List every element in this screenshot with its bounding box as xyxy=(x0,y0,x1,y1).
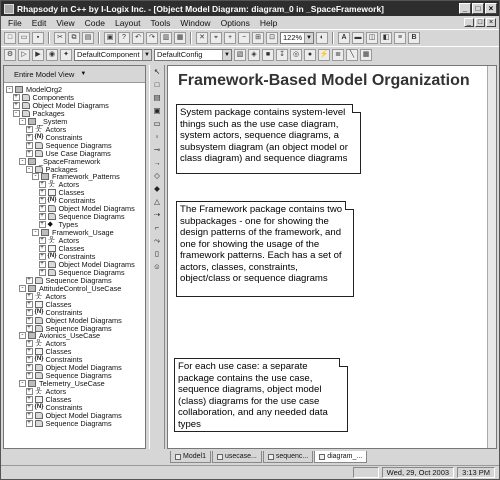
collapse-icon[interactable]: - xyxy=(19,332,26,339)
status-bar xyxy=(1,465,499,479)
flow-tool-icon[interactable]: ⤳ xyxy=(154,236,160,245)
folder-icon xyxy=(35,142,43,149)
build-icon[interactable]: ▧ xyxy=(234,49,246,61)
document-tabs xyxy=(167,451,497,463)
toolbar-separator xyxy=(190,32,192,44)
actor-icon: 웃 xyxy=(48,181,55,189)
tree-item-label: Constraints xyxy=(45,403,83,412)
diagram-icon xyxy=(319,454,325,460)
chevron-down-icon: ▼ xyxy=(222,50,231,60)
expand-icon[interactable]: + xyxy=(27,348,31,355)
actor-tool-icon[interactable]: ☺ xyxy=(153,262,161,271)
undo-zoom-icon[interactable]: ◐ xyxy=(316,32,328,44)
folder-icon xyxy=(35,420,43,427)
tree-item-label: Types xyxy=(58,220,78,230)
expand-icon[interactable]: + xyxy=(40,205,44,212)
tree-item-label: _System xyxy=(39,116,68,126)
model-tree xyxy=(4,83,145,440)
minimize-button[interactable]: _ xyxy=(459,3,471,14)
folder-icon xyxy=(35,372,43,379)
configuration-select[interactable] xyxy=(154,49,232,61)
code-toolbar xyxy=(1,46,499,62)
tree-item-label: Object Model Diagrams xyxy=(45,363,122,373)
title-bar xyxy=(1,1,499,16)
tree-item-label: Object Model Diagrams xyxy=(58,259,135,269)
folder-icon xyxy=(35,277,43,284)
doc-restore-button[interactable]: □ xyxy=(475,18,485,27)
expand-icon[interactable]: + xyxy=(40,197,44,204)
menu-bar xyxy=(1,16,499,29)
expand-icon[interactable]: + xyxy=(27,141,31,148)
expand-icon[interactable]: + xyxy=(27,372,31,379)
zoom-fit-icon[interactable]: ⊞ xyxy=(252,32,264,44)
association-tool-icon[interactable]: ⊸ xyxy=(153,145,161,154)
component-select[interactable] xyxy=(74,49,152,61)
constraint-icon: {N} xyxy=(47,197,57,204)
status-cell xyxy=(353,467,379,478)
port-tool-icon[interactable]: ▫ xyxy=(155,132,159,141)
constraint-icon: {N} xyxy=(34,133,44,140)
tree-item-label: ModelOrg2 xyxy=(26,85,63,94)
delete-icon[interactable]: ✕ xyxy=(196,32,208,44)
breakpoint-icon[interactable]: ● xyxy=(304,49,316,61)
class-icon xyxy=(48,245,56,252)
tab-diagram[interactable] xyxy=(314,451,367,463)
zoom-in-icon[interactable]: + xyxy=(224,32,236,44)
folder-icon xyxy=(22,102,30,109)
note-system-package[interactable]: System package contains system-level things such as the use case diagram, system actors, sequence diagrams, a subsystem diagram (an object model or class diagram) and sequence diagrams xyxy=(176,104,361,174)
expand-icon[interactable]: + xyxy=(27,276,31,283)
locate-icon[interactable]: ⌖ xyxy=(210,32,222,44)
tab-label: usecase... xyxy=(224,453,257,460)
expand-icon[interactable]: + xyxy=(27,404,31,410)
generate-icon[interactable]: ▷ xyxy=(18,49,30,61)
link-tool-icon[interactable]: ⌐ xyxy=(154,223,160,232)
project-icon xyxy=(15,86,23,93)
expand-icon[interactable]: + xyxy=(40,213,44,220)
folder-icon xyxy=(48,269,56,276)
tree-item-label: AttitudeControl_UseCase xyxy=(39,283,122,293)
doc-close-button[interactable]: × xyxy=(486,18,496,27)
collapse-icon[interactable]: - xyxy=(13,110,20,117)
step-icon[interactable]: ↧ xyxy=(276,49,288,61)
note-use-case-packages[interactable]: For each use case: a separate package contains the use case, sequence diagrams, object model (class) diagrams for the use case collaboration, and any needed data types xyxy=(174,358,348,432)
tree-item-label: Actors xyxy=(45,124,67,134)
component-value: DefaultComponent xyxy=(77,49,140,59)
tree-item-label: Telemetry_UseCase xyxy=(39,379,105,389)
note-framework-package[interactable]: The Framework package contains two subpackages - one for showing the design patterns of the framework, and one for showing the usage of the framework patterns. Each has a set of actors, classes, constraints, object/class or sequence diagrams xyxy=(176,201,354,297)
menu-view[interactable]: View xyxy=(56,17,75,28)
folder-icon xyxy=(48,205,56,212)
select-pointer-icon[interactable]: ↖ xyxy=(153,67,161,76)
diagram-icon xyxy=(175,454,181,460)
folder-icon xyxy=(35,325,43,332)
browser-view-selector[interactable] xyxy=(4,66,145,83)
diagram-canvas[interactable] xyxy=(167,65,497,449)
toolbar-separator xyxy=(98,32,100,44)
constraint-icon: {N} xyxy=(47,252,57,259)
animate-icon[interactable]: ◈ xyxy=(248,49,260,61)
status-time: 3:13 PM xyxy=(457,467,495,478)
tree-item-label: Actors xyxy=(45,291,67,301)
tree-item-label: Actors xyxy=(45,339,67,349)
expand-icon[interactable]: + xyxy=(27,292,31,299)
save-icon[interactable]: ▪ xyxy=(32,32,44,44)
thread-icon[interactable]: ≣ xyxy=(332,49,344,61)
tree-item-label: Avionics_UseCase xyxy=(39,331,101,341)
folder-icon xyxy=(22,110,30,117)
package-icon xyxy=(41,229,49,236)
tree-item-label: _SpaceFramework xyxy=(39,156,101,166)
class-icon xyxy=(35,396,43,403)
tree-item-label: Components xyxy=(32,92,74,102)
expand-icon[interactable]: + xyxy=(40,181,44,188)
menu-window[interactable]: Window xyxy=(180,17,211,28)
tree-item-label: Classes xyxy=(45,347,72,357)
tree-item-label: Object Model Diagrams xyxy=(58,204,135,214)
package-icon xyxy=(41,173,49,180)
collapse-icon[interactable]: - xyxy=(19,158,26,165)
expand-icon[interactable]: + xyxy=(27,356,31,363)
package-icon xyxy=(28,118,36,125)
toolbar-separator xyxy=(332,32,334,44)
tree-item-label: Actors xyxy=(58,236,80,246)
tree-item-label: Framework_Usage xyxy=(52,228,114,238)
actor-icon: 웃 xyxy=(35,292,42,300)
tree-item-label: Sequence Diagrams xyxy=(58,212,125,222)
tree-item-label: Constraints xyxy=(45,307,83,317)
tree-item-label: Sequence Diagrams xyxy=(45,323,112,333)
expand-icon[interactable]: + xyxy=(40,189,44,196)
composite-class-icon[interactable]: ▣ xyxy=(153,106,161,115)
chevron-down-icon: ▼ xyxy=(80,71,87,77)
folder-icon xyxy=(35,364,43,371)
expand-icon[interactable]: + xyxy=(27,149,31,156)
expand-icon[interactable]: + xyxy=(40,245,44,251)
vertical-scrollbar[interactable] xyxy=(487,66,496,449)
model-browser xyxy=(3,65,146,449)
tree-item-label: Framework_Patterns xyxy=(52,172,120,182)
status-date: Wed, 29, Oct 2003 xyxy=(382,467,454,478)
collapse-icon[interactable]: - xyxy=(26,166,33,173)
line-color-icon[interactable]: ◫ xyxy=(366,32,378,44)
tree-item-label: Sequence Diagrams xyxy=(45,371,112,381)
collapse-icon[interactable]: - xyxy=(19,285,26,292)
collapse-icon[interactable]: - xyxy=(32,173,39,180)
actor-icon: 웃 xyxy=(35,388,42,396)
collapse-icon[interactable]: - xyxy=(32,229,39,236)
fill-color-icon[interactable]: ◧ xyxy=(380,32,392,44)
folder-icon xyxy=(48,261,56,268)
config-value: DefaultConfig xyxy=(157,49,203,59)
expand-icon[interactable]: + xyxy=(27,316,31,323)
tree-item-label: Sequence Diagrams xyxy=(45,418,112,428)
expand-icon[interactable]: + xyxy=(40,252,44,259)
tree-item-label: Constraints xyxy=(58,196,96,206)
expand-icon[interactable]: + xyxy=(27,300,31,307)
doc-minimize-button[interactable]: _ xyxy=(464,18,474,27)
watch-icon[interactable]: ◎ xyxy=(290,49,302,61)
tree-item-label: Object Model Diagrams xyxy=(32,100,109,110)
debug-icon[interactable]: ◉ xyxy=(46,49,58,61)
note-tool-icon[interactable]: ▯ xyxy=(154,249,160,258)
run-icon[interactable]: ▶ xyxy=(32,49,44,61)
collapse-icon[interactable]: - xyxy=(19,118,26,125)
expand-icon[interactable]: + xyxy=(14,101,18,108)
expand-icon[interactable]: + xyxy=(27,364,31,371)
tab-usecase[interactable] xyxy=(212,451,262,463)
tree-item-label: Use Case Diagrams xyxy=(45,148,111,158)
menu-edit[interactable]: Edit xyxy=(31,17,47,28)
expand-icon[interactable]: + xyxy=(40,221,44,228)
folder-icon xyxy=(22,94,30,101)
expand-icon[interactable]: + xyxy=(27,125,31,132)
expand-icon[interactable]: + xyxy=(27,388,31,395)
maximize-button[interactable]: □ xyxy=(472,3,484,14)
folder-icon xyxy=(48,213,56,220)
new-file-icon[interactable]: □ xyxy=(4,32,16,44)
chevron-down-icon: ▼ xyxy=(304,33,313,43)
zoom-value: 122% xyxy=(283,32,303,42)
diagram-title: Framework-Based Model Organization xyxy=(178,72,470,89)
expand-icon[interactable]: + xyxy=(40,260,44,267)
align-icon[interactable]: ≡ xyxy=(394,32,406,44)
tree-item-label: Object Model Diagrams xyxy=(45,315,122,325)
paste-icon[interactable]: ▤ xyxy=(82,32,94,44)
menu-options[interactable]: Options xyxy=(220,17,250,28)
zoom-select[interactable] xyxy=(280,32,314,44)
undo-icon[interactable]: ↶ xyxy=(132,32,144,44)
chevron-down-icon: ▼ xyxy=(142,50,151,60)
expand-icon[interactable]: + xyxy=(14,93,18,100)
menu-layout[interactable]: Layout xyxy=(114,17,141,28)
open-folder-icon[interactable]: ▭ xyxy=(18,32,30,44)
tree-item-label: Packages xyxy=(32,108,65,118)
tree-item-label: Classes xyxy=(58,188,85,198)
tree-item-label: Packages xyxy=(45,164,78,174)
folder-icon xyxy=(35,166,43,173)
folder-icon xyxy=(35,317,43,324)
composition-tool-icon[interactable]: ◆ xyxy=(154,184,160,193)
menu-help[interactable]: Help xyxy=(259,17,278,28)
actor-icon: 웃 xyxy=(35,125,42,133)
actor-icon: 웃 xyxy=(48,237,55,245)
package-icon xyxy=(28,332,36,339)
features-icon[interactable]: ▦ xyxy=(174,32,186,44)
package-icon xyxy=(28,380,36,387)
class-icon xyxy=(35,348,43,355)
diagram-icon xyxy=(217,454,223,460)
tab-model1[interactable] xyxy=(170,451,211,463)
settings-icon[interactable]: ✦ xyxy=(60,49,72,61)
font-icon[interactable]: A xyxy=(338,32,350,44)
print-icon[interactable]: ▣ xyxy=(104,32,116,44)
zoom-window-icon[interactable]: ⊡ xyxy=(266,32,278,44)
class-icon xyxy=(48,189,56,196)
standard-toolbar xyxy=(1,29,499,45)
tree-item-label: Constraints xyxy=(58,251,96,261)
tab-sequence[interactable] xyxy=(263,451,313,463)
expand-icon[interactable]: + xyxy=(27,308,31,315)
constraint-icon: {N} xyxy=(34,356,44,363)
tree-item-label: Sequence Diagrams xyxy=(45,140,112,150)
app-icon xyxy=(4,4,14,14)
package-icon xyxy=(28,158,36,165)
expand-icon[interactable]: + xyxy=(27,133,31,140)
line-tool-icon[interactable]: ╲ xyxy=(346,49,358,61)
directed-association-icon[interactable]: → xyxy=(153,158,161,167)
stop-icon[interactable]: ■ xyxy=(262,49,274,61)
close-button[interactable]: × xyxy=(485,3,497,14)
cut-icon[interactable]: ✂ xyxy=(54,32,66,44)
expand-icon[interactable]: + xyxy=(27,419,31,426)
diagram-icon xyxy=(268,454,274,460)
menu-tools[interactable]: Tools xyxy=(150,17,171,28)
aggregation-tool-icon[interactable]: ◇ xyxy=(154,171,160,180)
bold-icon[interactable]: B xyxy=(408,32,420,44)
drawing-toolbar xyxy=(149,65,165,449)
tree-item-label: Actors xyxy=(58,180,80,190)
tree-item-label: Sequence Diagrams xyxy=(58,267,125,277)
tree-item-label: Constraints xyxy=(45,355,83,365)
constraint-icon: {N} xyxy=(34,308,44,315)
browser-icon[interactable]: ▥ xyxy=(160,32,172,44)
copy-icon[interactable]: ⧉ xyxy=(68,32,80,44)
tab-label: Model1 xyxy=(183,453,206,460)
tree-item-label: Constraints xyxy=(45,132,83,142)
constraint-icon: {N} xyxy=(34,404,44,410)
dependency-tool-icon[interactable]: ⇢ xyxy=(153,210,161,219)
tree-item-label: Classes xyxy=(45,299,72,309)
tree-item-label: Actors xyxy=(45,387,67,397)
expand-icon[interactable]: + xyxy=(27,411,31,418)
menu-file[interactable]: File xyxy=(8,17,22,28)
tab-label: sequenc... xyxy=(275,453,309,460)
tree-item-label: Classes xyxy=(58,244,85,253)
help-icon[interactable]: ? xyxy=(118,32,130,44)
event-icon[interactable]: ⚡ xyxy=(318,49,330,61)
expand-icon[interactable]: + xyxy=(27,324,31,331)
class-icon xyxy=(35,301,43,308)
grid-icon[interactable]: ▦ xyxy=(360,49,372,61)
folder-icon xyxy=(35,412,43,419)
tree-item-label: Sequence Diagrams xyxy=(45,275,112,285)
collapse-icon[interactable]: - xyxy=(6,86,13,93)
class-tool-icon[interactable]: ▤ xyxy=(153,93,161,102)
package-icon xyxy=(28,285,36,292)
view-selector-label: Entire Model View xyxy=(14,69,75,79)
zoom-out-icon[interactable]: − xyxy=(238,32,250,44)
expand-icon[interactable]: + xyxy=(27,396,31,403)
tree-item-label: Classes xyxy=(45,395,72,405)
toolbar-separator xyxy=(48,32,50,44)
make-icon[interactable]: ⚙ xyxy=(4,49,16,61)
object-tool-icon[interactable]: □ xyxy=(154,80,160,89)
type-icon: ◆ xyxy=(47,221,53,229)
tab-label: diagram_... xyxy=(327,453,363,460)
expand-icon[interactable]: + xyxy=(40,268,44,275)
tree-item-label: Object Model Diagrams xyxy=(45,410,122,420)
package-tool-icon[interactable]: ▭ xyxy=(153,119,161,128)
collapse-icon[interactable]: - xyxy=(19,380,26,387)
folder-icon xyxy=(35,150,43,157)
tree-item[interactable] xyxy=(26,419,112,428)
actor-icon: 웃 xyxy=(35,340,42,348)
window-title: Rhapsody in C++ by I-Logix Inc. - [Object Model Diagram: diagram_0 in _SpaceFramework] xyxy=(17,3,385,14)
inheritance-tool-icon[interactable]: △ xyxy=(154,197,160,206)
redo-icon[interactable]: ↷ xyxy=(146,32,158,44)
text-box-icon[interactable]: ▬ xyxy=(352,32,364,44)
expand-icon[interactable]: + xyxy=(27,340,31,347)
menu-code[interactable]: Code xyxy=(84,17,105,28)
expand-icon[interactable]: + xyxy=(40,237,44,244)
